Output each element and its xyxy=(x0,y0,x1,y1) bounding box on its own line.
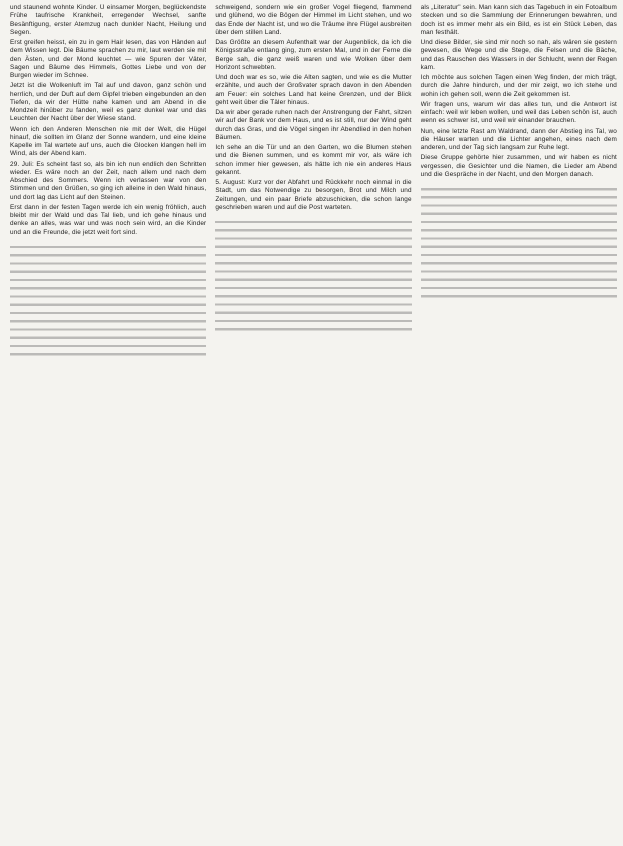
text-lines xyxy=(215,215,411,335)
paragraph: Diese Gruppe gehörte hier zusammen, und wir haben es nicht vergessen, die Gesichter und die Namen, die Lieder am Abend und die Gespräche in der Nacht, und den Morgen danach. xyxy=(420,154,617,178)
text-column-2 xyxy=(215,4,411,842)
paragraph: als „Literatur" sein. Man kann sich das Tagebuch in ein Fotoalbum stecken und so die Sammlung der Erinnerungen bewahren, und doch ist es immer mehr als ein Bild, es ist ein Stück Leben, das man festhält. xyxy=(420,4,617,36)
paragraph: Das Größte an diesem Aufenthalt war der Augenblick, da ich die Königsstraße entlang ging, zum ersten Mal, und in der Ferne die Berge sah, die ganz weiß waren und wie Wolken über dem Horizont schwebten. xyxy=(215,39,412,71)
paragraph: Und diese Bilder, sie sind mir noch so nah, als wären sie gestern gewesen, die Wege und die Stege, die Felsen und die Bäche, und das Rauschen des Wassers in der Schlucht, wenn der Regen kam. xyxy=(420,39,617,71)
paragraph: Ich möchte aus solchen Tagen einen Weg finden, der mich trägt, durch die Jahre hindurch, und der mir zeigt, wo ich stehe und wohin ich gehen soll, wenn die Zeit gekommen ist. xyxy=(420,74,617,98)
paragraph: Nun, eine letzte Rast am Waldrand, dann der Abstieg ins Tal, wo die Häuser warten und die Lichter angehen, eines nach dem anderen, und der Tag sich langsam zur Ruhe legt. xyxy=(420,127,617,151)
paragraph: 5. August: Kurz vor der Abfahrt und Rückkehr noch einmal in die Stadt, um das Notwendige zu besorgen, Brot und Milch und Zeitungen, und ein paar Briefe abzuschicken, die schon lange geschrieben waren und auf die Post warteten. xyxy=(215,179,412,211)
text-lines xyxy=(421,182,617,302)
paragraph: 29. Juli: Es scheint fast so, als bin ich nun endlich den Schritten wieder. Es wäre noch an der Zeit, nach allem und nach dem Abschied des Sommers. Wenn ich verlassen war von den Stimmen und den Grüßen, so ging ich alleine in den Wald hinaus, und dort lag das Licht auf den Steinen. xyxy=(10,160,207,201)
paragraph: Erst dann in der festen Tagen werde ich ein wenig fröhlich, auch bleibt mir der Wald und das Tal lieb, und ich gehe hinaus und denke an alles, was war und was noch sein wird, an die Kinder und an die Freunde, die jetzt weit fort sind. xyxy=(10,203,207,236)
text-column-1 xyxy=(10,4,206,842)
text-column-3 xyxy=(421,4,617,842)
paragraph: Ich sehe an die Tür und an den Garten, wo die Blumen stehen und die Bienen summen, und es kommt mir vor, als wäre ich schon immer hier gewesen, als hätte ich nie ein anderes Haus gekannt. xyxy=(215,144,412,176)
paragraph: Wenn ich den Anderen Menschen nie mit der Welt, die Hügel hinauf, die sollten im Glanz der Sonne wandern, und eine kleine Kapelle im Tal wartete auf uns, auch die Glocken klangen hell im Wind, als der Abend kam. xyxy=(10,125,207,158)
paragraph: Jetzt ist die Wolkenluft im Tal auf und davon, ganz schön und herrlich, und der Duft auf dem Gipfel trieben eingebunden an den Tiefen, da wir der Hütte nahe kamen und am Abend in die Mondzeit hinüber zu fanden, weil es ganz dunkel war und das Leuchten der Nacht über der Wiese stand. xyxy=(10,82,207,123)
paragraph: Da wir aber gerade ruhen nach der Anstrengung der Fahrt, sitzen wir auf der Bank vor dem Haus, und es ist still, nur der Wind geht durch das Gras, und die Vögel singen ihr Abendlied in den hohen Bäumen. xyxy=(215,109,412,141)
paragraph: Und doch war es so, wie die Alten sagten, und wie es die Mutter erzählte, und auch der Großvater sprach davon in den Abenden am Feuer: ein solches Land hat keine Grenzen, und der Blick geht weit über die Täler hinaus. xyxy=(215,74,412,106)
text-lines xyxy=(10,240,206,360)
paragraph: Erst greifen heisst, ein zu in gem Hair lesen, das von Händen auf dem Wissen legt. Die Bäume sprachen zu mir, laut werden sie mit den Ästen, und der Mond leuchtet — wie Spuren der Väter, Sagen und Bäume des Himmels, Gottes Liebe und von der Burgen wieder im Schnee. xyxy=(10,39,207,79)
paragraph: schweigend, sondern wie ein großer Vogel fliegend, flammend und glühend, wo die Bögen der Himmel im Licht stehen, und wo das Ende der Nacht ist, und wo die Träume ihre Flügel ausbreiten über dem stillen Land. xyxy=(215,4,412,36)
paragraph: und staunend wohnte Kinder. Ü einsamer Morgen, beglückendste Frühe taufrische Krankheit, erregender Wechsel, sanfte Besänftigung, erster Atemzug nach dunkler Nacht, Heilung und Segen. xyxy=(10,4,207,36)
paragraph: Wir fragen uns, warum wir das alles tun, und die Antwort ist einfach: weil wir leben wollen, und weil das Leben schön ist, auch wenn es schwer ist, und weil wir einander brauchen. xyxy=(420,100,617,125)
